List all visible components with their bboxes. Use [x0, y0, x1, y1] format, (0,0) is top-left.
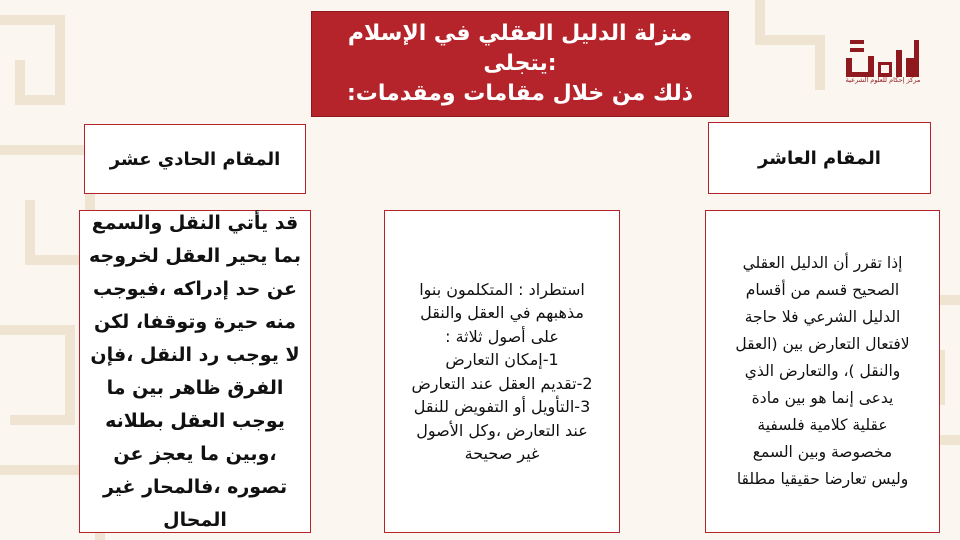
digression-content: [384, 210, 620, 533]
content-line: بما يحير العقل لخروجه: [89, 244, 301, 267]
content-line: على أصول ثلاثة :: [445, 326, 559, 346]
tenth-station-content: [705, 210, 940, 533]
eleventh-station-content: [79, 210, 311, 533]
tenth-station-label-text: المقام العاشر: [758, 147, 881, 169]
content-line: تصوره ،فالمحار غير: [102, 475, 288, 498]
slide-title-line-2: ذلك من خلال مقامات ومقدمات:: [346, 81, 694, 106]
content-line: وليس تعارضا حقيقيا مطلقا: [736, 470, 909, 488]
content-line: الصحيح قسم من أقسام: [745, 281, 900, 299]
content-line: 3-التأويل أو التفويض للنقل: [413, 397, 591, 416]
content-line: مخصوصة وبين السمع: [752, 443, 893, 461]
eleventh-station-label: [84, 124, 306, 194]
content-line: عن حد إدراكه ،فيوجب: [93, 277, 298, 300]
content-line: استطراد : المتكلمون بنوا: [419, 279, 585, 299]
slide-title: [311, 11, 729, 117]
content-line: المحال: [163, 508, 227, 531]
content-line: عند التعارض ،وكل الأصول: [416, 420, 588, 440]
content-line: الفرق ظاهر بين ما: [106, 376, 284, 399]
content-line: يدعى إنما هو بين مادة: [751, 389, 894, 407]
content-line: والنقل )، والتعارض الذي: [744, 362, 901, 380]
content-line: 2-تقديم العقل عند التعارض: [411, 373, 593, 393]
content-line: الدليل الشرعي فلا حاجة: [744, 308, 901, 326]
content-line: مذهبهم في العقل والنقل: [420, 303, 584, 322]
content-line: يوجب العقل بطلانه: [105, 409, 285, 432]
content-line: منه حيرة وتوقفا، لكن: [94, 310, 296, 333]
slide-title-line-1: منزلة الدليل العقلي في الإسلام :يتجلى: [347, 21, 693, 76]
content-line: 1-إمكان التعارض: [445, 350, 559, 369]
content-line: قد يأتي النقل والسمع: [91, 211, 299, 234]
content-line: لا يوجب رد النقل ،فإن: [90, 343, 300, 366]
tenth-station-label: [708, 122, 931, 194]
logo-subtitle: مركز إحكام للعلوم الشرعية: [845, 76, 921, 84]
eleventh-station-label-text: المقام الحادي عشر: [109, 148, 281, 170]
content-line: لافتعال التعارض بين (العقل: [735, 335, 910, 353]
content-line: غير صحيحة: [464, 444, 540, 463]
ihkam-logo: [840, 32, 926, 98]
content-line: عقلية كلامية فلسفية: [757, 416, 888, 434]
content-line: ،وبين ما يعجز عن: [113, 442, 277, 465]
content-line: إذا تقرر أن الدليل العقلي: [742, 254, 903, 272]
